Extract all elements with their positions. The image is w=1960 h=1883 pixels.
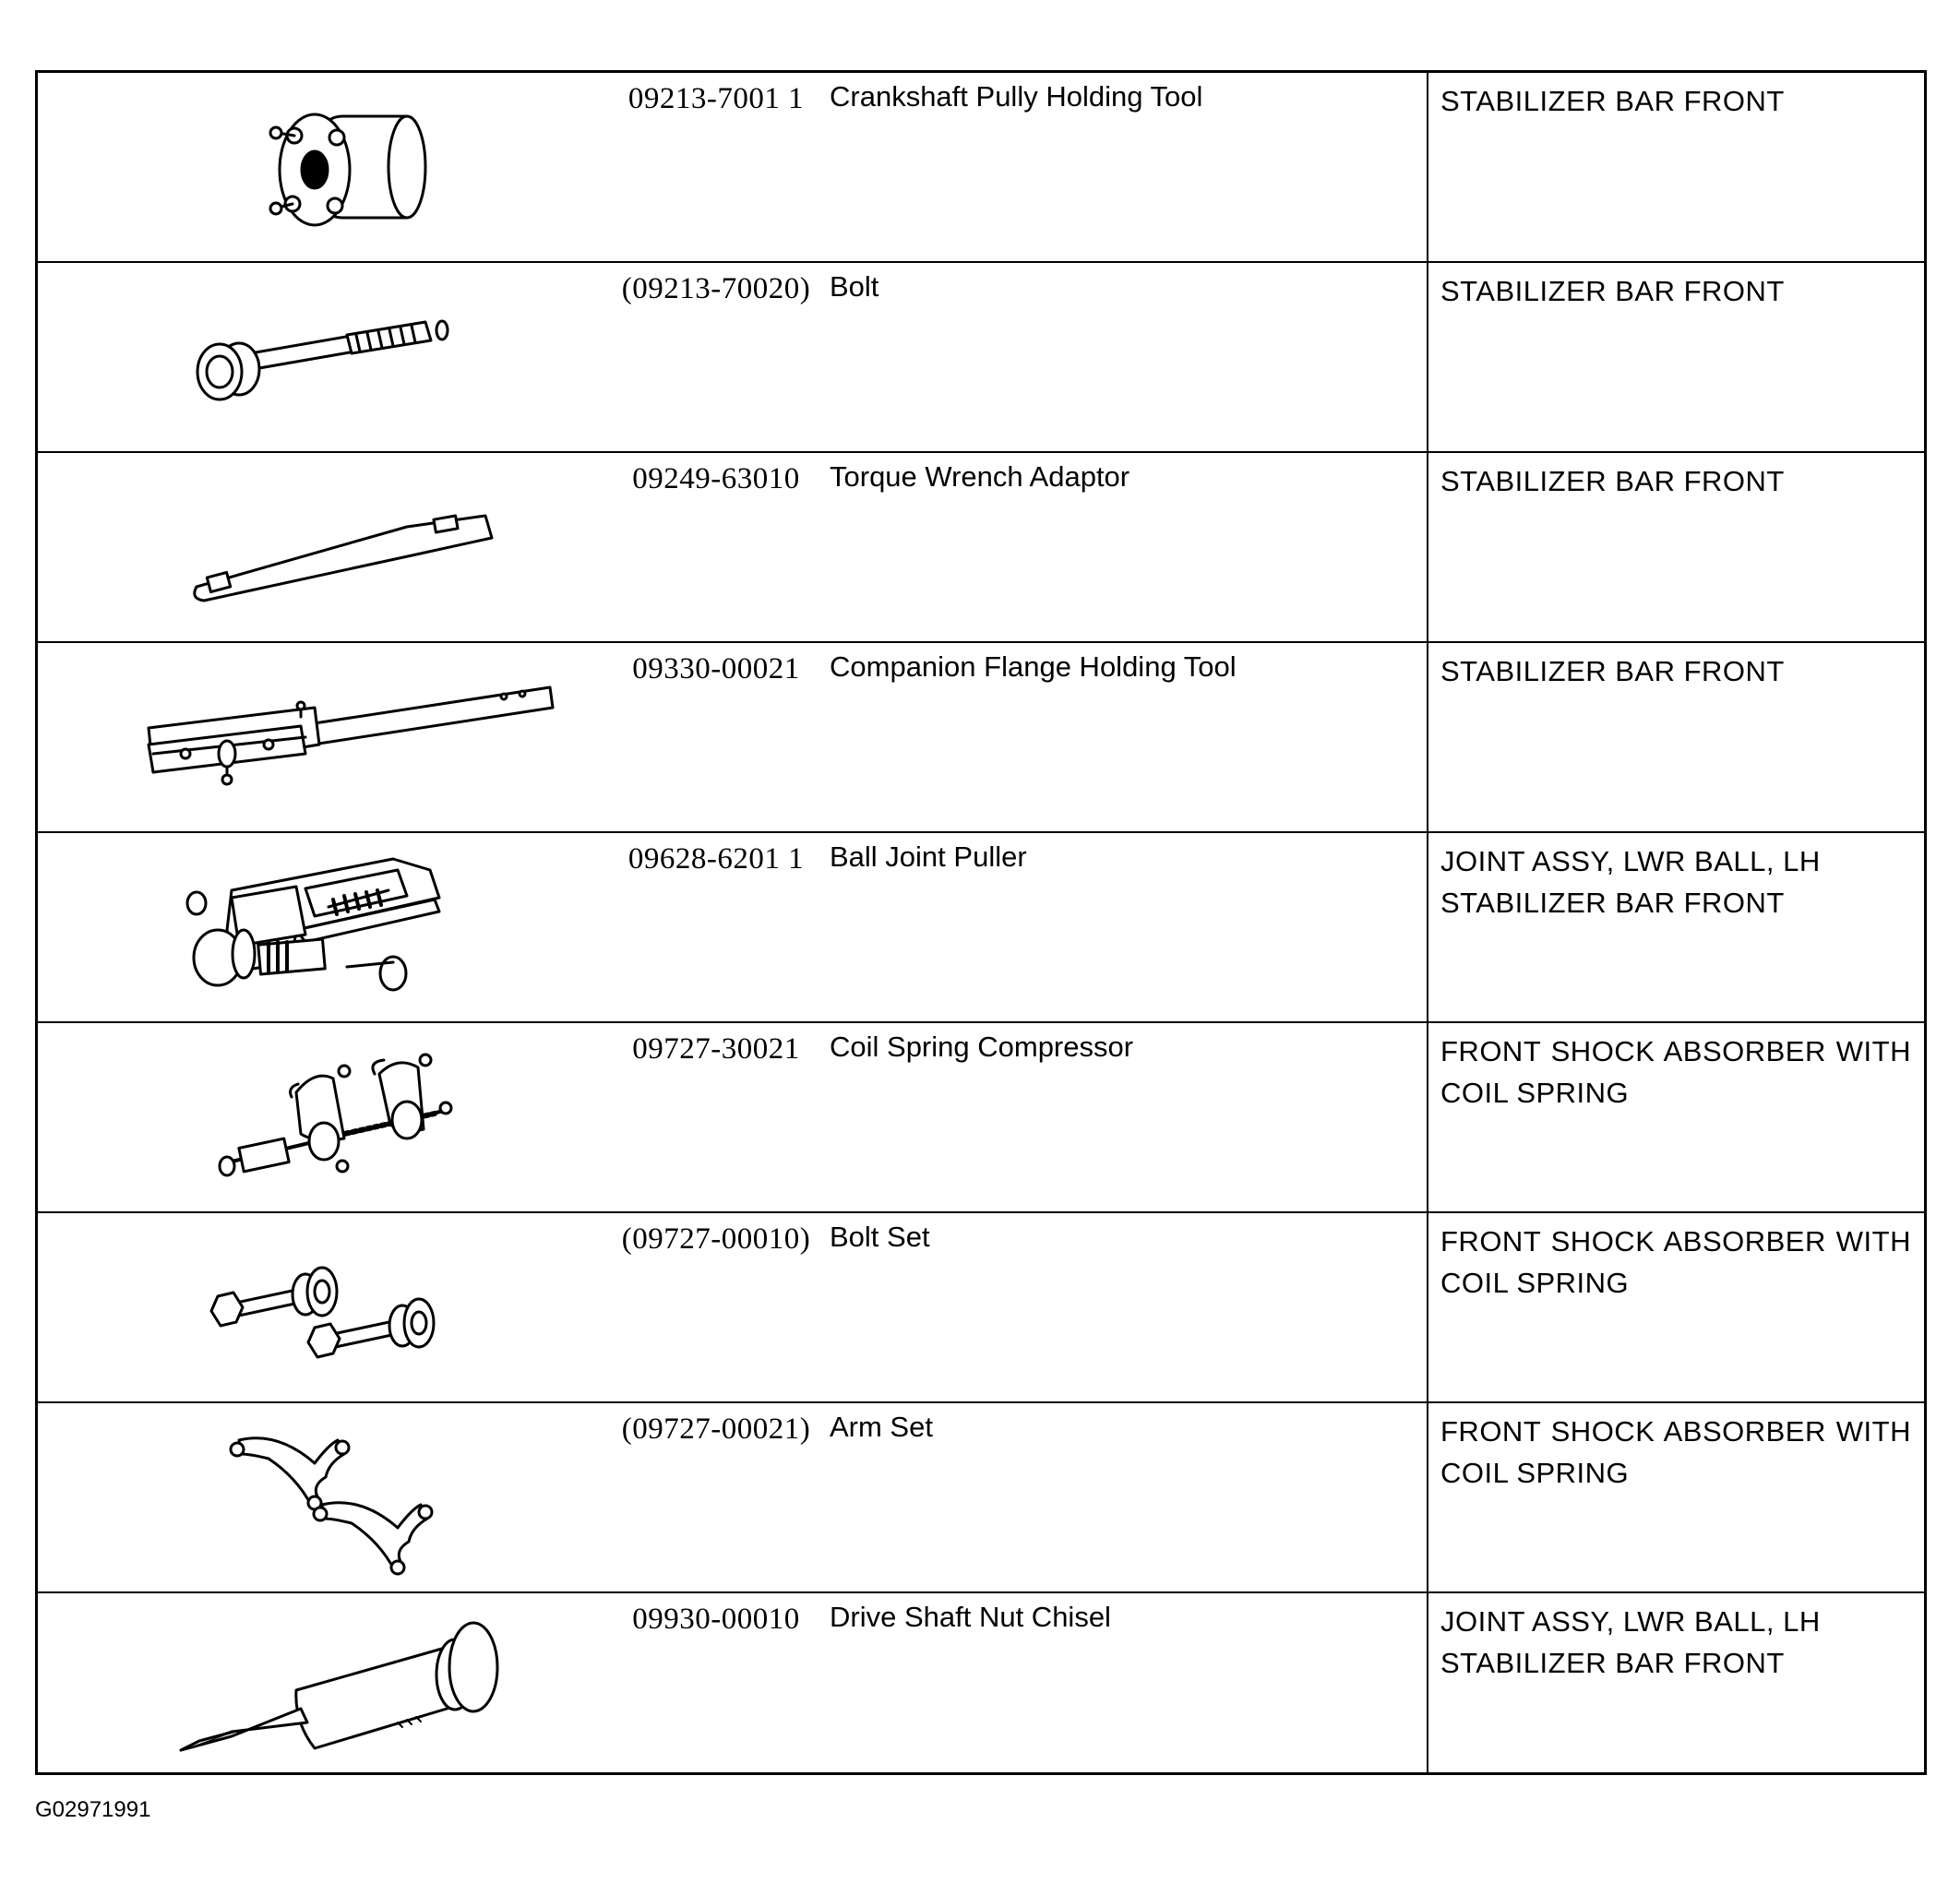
application-line: FRONT SHOCK ABSORBER WITH (1440, 1035, 1911, 1067)
table-row (38, 1593, 1924, 1772)
table-row (38, 643, 1924, 833)
application-line: STABILIZER BAR FRONT (1440, 275, 1785, 307)
column-divider (1427, 1403, 1428, 1591)
application-line: JOINT ASSY, LWR BALL, LH (1440, 845, 1821, 877)
application (1440, 1031, 1911, 1114)
application (1440, 1411, 1911, 1494)
column-divider (1427, 73, 1428, 261)
application-line: STABILIZER BAR FRONT (1440, 887, 1785, 919)
column-divider (1427, 1593, 1428, 1772)
table-row (38, 263, 1924, 453)
drive-shaft-nut-chisel-icon (130, 1603, 592, 1773)
application-line: FRONT SHOCK ABSORBER WITH (1440, 1225, 1911, 1257)
application (1440, 460, 1911, 502)
table-row (38, 833, 1924, 1023)
tool-name: Bolt (830, 270, 879, 303)
bolt-set-icon (130, 1222, 592, 1393)
part-number: 09930-00010 (632, 1603, 800, 1636)
column-divider (1427, 643, 1428, 831)
column-divider (1427, 263, 1428, 451)
table-row (38, 1213, 1924, 1403)
table-row (38, 1023, 1924, 1213)
part-number: 09330-00021 (632, 652, 800, 685)
column-divider (1427, 453, 1428, 641)
application-line: FRONT SHOCK ABSORBER WITH (1440, 1415, 1911, 1448)
part-number: 09628-6201 1 (627, 842, 805, 876)
application-line: STABILIZER BAR FRONT (1440, 85, 1785, 117)
application-line: COIL SPRING (1440, 1457, 1630, 1489)
application (1440, 1221, 1911, 1304)
part-number: (09213-70020) (621, 272, 811, 305)
part-number: 09727-30021 (632, 1032, 800, 1066)
ball-joint-puller-icon (130, 842, 592, 1013)
special-tools-table (35, 70, 1927, 1775)
column-divider (1427, 1023, 1428, 1211)
part-number: (09727-00021) (621, 1412, 811, 1446)
arm-set-icon (130, 1412, 592, 1583)
table-row (38, 1403, 1924, 1593)
application (1440, 1601, 1911, 1684)
part-number: 09213-7001 1 (627, 82, 805, 115)
application-line: COIL SPRING (1440, 1077, 1630, 1109)
tool-name: Coil Spring Compressor (830, 1031, 1134, 1063)
part-number: (09727-00010) (621, 1222, 811, 1256)
application (1440, 840, 1911, 924)
column-divider (1427, 1213, 1428, 1401)
application-line: JOINT ASSY, LWR BALL, LH (1440, 1605, 1821, 1638)
tool-name: Drive Shaft Nut Chisel (830, 1601, 1111, 1633)
application (1440, 80, 1911, 122)
column-divider (1427, 833, 1428, 1021)
application (1440, 270, 1911, 312)
part-number: 09249-63010 (632, 462, 800, 495)
table-row (38, 73, 1924, 263)
application-line: STABILIZER BAR FRONT (1440, 1647, 1785, 1679)
application-line: COIL SPRING (1440, 1267, 1630, 1299)
torque-wrench-adaptor-icon (130, 462, 592, 633)
tool-name: Arm Set (830, 1411, 933, 1443)
application (1440, 650, 1911, 692)
application-line: STABILIZER BAR FRONT (1440, 465, 1785, 497)
crankshaft-pulley-holding-tool-icon (130, 82, 592, 253)
companion-flange-holding-tool-icon (130, 652, 592, 823)
tool-name: Companion Flange Holding Tool (830, 650, 1237, 683)
tool-name: Bolt Set (830, 1221, 930, 1253)
tool-name: Torque Wrench Adaptor (830, 460, 1130, 493)
table-row (38, 453, 1924, 643)
application-line: STABILIZER BAR FRONT (1440, 655, 1785, 687)
tool-name: Crankshaft Pully Holding Tool (830, 80, 1203, 113)
tool-name: Ball Joint Puller (830, 840, 1027, 873)
figure-id: G02971991 (35, 1797, 151, 1822)
coil-spring-compressor-icon (130, 1032, 592, 1203)
bolt-icon (130, 272, 592, 443)
